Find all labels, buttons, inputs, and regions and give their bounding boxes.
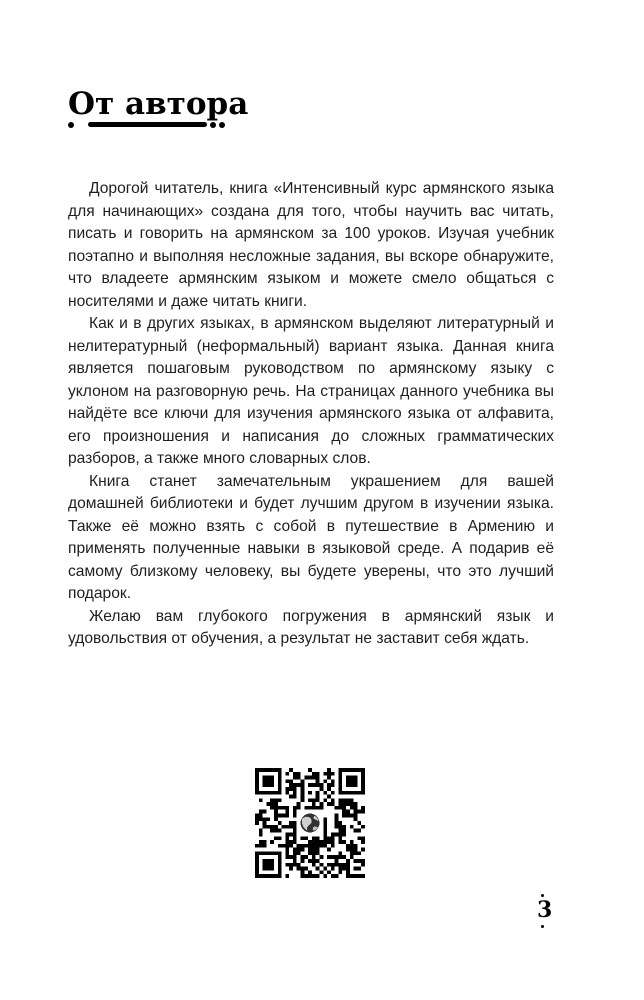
paragraph: Как и в других языках, в армянском выделяют литературный и нелитературный (неформальный) вариант языка. Данная книга является пошаговым руководством по армянскому языку с уклоном на разговорную речь. На страницах данного учебника вы найдёте все ключи для изучения армянского языка от алфавита, его произношения и написания до сложных грамматических разборов, а также много словарных слов. bbox=[68, 315, 554, 467]
paragraph: Книга станет замечательным украшением для вашей домашней библиотеки и будет лучшим другом в изучении языка. Также её можно взять с собой в путешествие в Армению и применять полученные навыки в языковой среде. А подарив её самому близкому человеку, вы будете уверены, что это лучший подарок. bbox=[68, 472, 554, 602]
title-underline-dot bbox=[68, 122, 74, 128]
title-underline-dot bbox=[219, 122, 225, 128]
qr-code-icon[interactable] bbox=[255, 768, 365, 878]
author-foreword-text bbox=[68, 178, 554, 651]
title-underline-dot bbox=[210, 122, 216, 128]
globe-logo-icon bbox=[298, 811, 322, 835]
page-number-dot bbox=[541, 925, 544, 928]
paragraph: Дорогой читатель, книга «Интенсивный курс армянского языка для начинающих» создана для того, чтобы научить вас читать, писать и говорить на армянском за 100 уроков. Изучая учебник поэтапно и выполняя несложные задания, вы вскоре обнаружите, что владеете армянским языком и можете смело общаться с носителями и даже читать книги. bbox=[68, 180, 554, 310]
paragraph: Желаю вам глубокого погружения в армянский язык и удовольствия от обучения, а результат не заставит себя ждать. bbox=[68, 607, 554, 647]
page-title: От автора bbox=[68, 86, 249, 122]
title-underline bbox=[88, 122, 207, 127]
page-number: 3 bbox=[537, 897, 553, 923]
